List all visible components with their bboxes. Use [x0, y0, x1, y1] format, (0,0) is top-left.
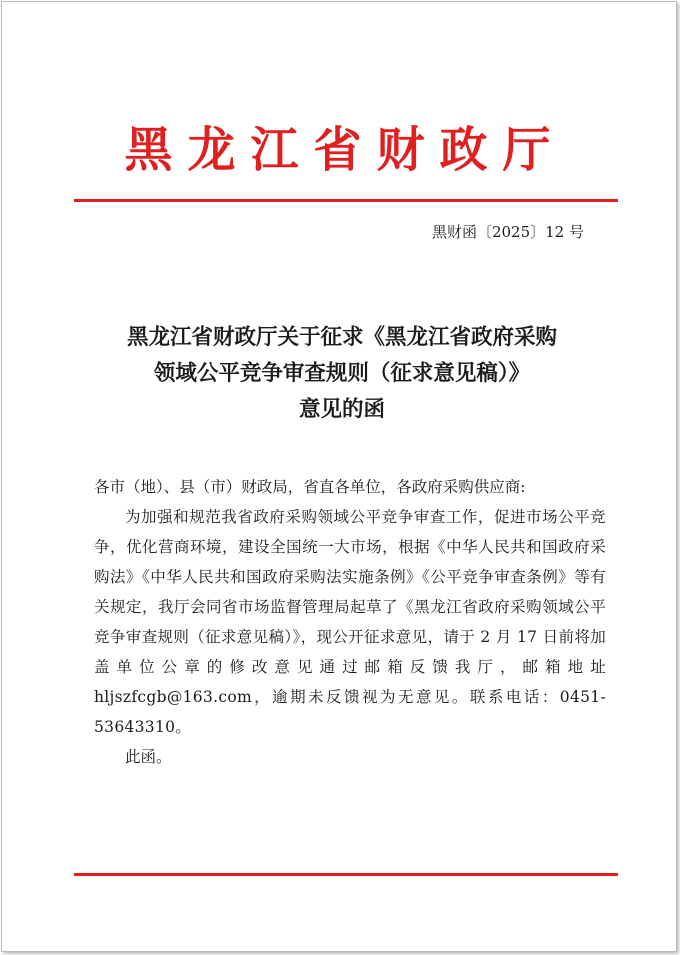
title-line-2: 领域公平竞争审查规则（征求意见稿）》	[153, 361, 531, 386]
document-number: 黑财函〔2025〕12 号	[431, 223, 584, 241]
title-line-1: 黑龙江省财政厅关于征求《黑龙江省政府采购	[126, 325, 557, 350]
title-line-3: 意见的函	[298, 397, 385, 422]
salutation: 各市（地）、县（市）财政局，省直各单位，各政府采购供应商:	[94, 478, 526, 496]
document-body	[94, 472, 606, 772]
closing-text: 此函。	[125, 748, 172, 766]
footer-red-rule	[74, 873, 618, 876]
body-paragraph: 为加强和规范我省政府采购领域公平竞争审查工作，促进市场公平竞争，优化营商环境，建设全国统一大市场，根据《中华人民共和国政府采购法》《中华人民共和国政府采购法实施条例》《公平竞争审查条例》等有关规定，我厅会同省市场监督管理局起草了《黑龙江省政府采购领域公平竞争审查规则（征求意见稿）》，现公开征求意见，请于 2 月 17 日前将加盖单位公章的修改意见通过邮箱反馈我厅，邮箱地址 hljszfcgb@163.com，逾期未反馈视为无意见。联系电话：0451-53643310。	[94, 508, 606, 736]
document-title	[82, 320, 602, 428]
document-page	[1, 1, 677, 952]
letterhead-red-rule	[74, 199, 618, 202]
letterhead-org-name: 黑龙江省财政厅	[124, 122, 566, 178]
